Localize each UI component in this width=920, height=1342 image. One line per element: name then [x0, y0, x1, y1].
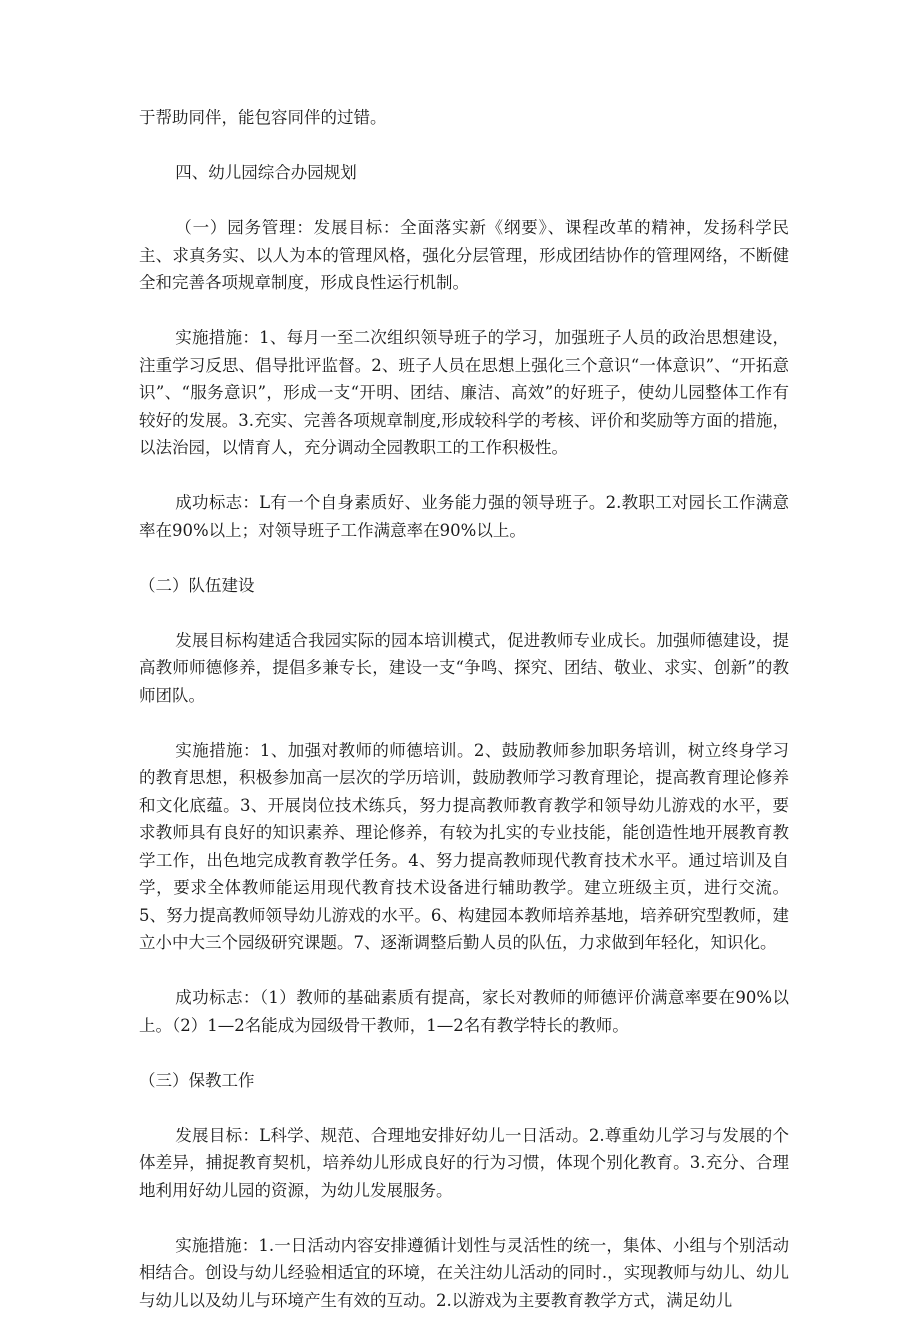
- paragraph-team-measures: 实施措施：1、加强对教师的师德培训。2、鼓励教师参加职务培训，树立终身学习的教育思想，积极参加高一层次的学历培训，鼓励教师学习教育理论，提高教育理论修养和文化底蕴。3、开展岗位技术练兵，努力提高教师教育教学和领导幼儿游戏的水平，要求教师具有良好的知识素养、理论修养，有较为扎实的专业技能，能创造性地开展教育教学工作，出色地完成教育教学任务。4、努力提高教师现代教育技术水平。通过培训及自学，要求全体教师能运用现代教育技术设备进行辅助教学。建立班级主页，进行交流。5、努力提高教师领导幼儿游戏的水平。6、构建园本教师培养基地，培养研究型教师，建立小中大三个园级研究课题。7、逐渐调整后勤人员的队伍，力求做到年轻化，知识化。: [139, 740, 789, 952]
- section-heading-kindergarten-plan: 四、幼儿园综合办园规划: [175, 163, 357, 182]
- subheading-care-education: （三）保教工作: [139, 1070, 255, 1090]
- paragraph-continuation: 于帮助同伴，能包容同伴的过错。: [139, 108, 387, 127]
- paragraph-care-measures: 实施措施：1.一日活动内容安排遵循计划性与灵活性的统一，集体、小组与个别活动相结合。创设与幼儿经验相适宜的环境，在关注幼儿活动的同时.，实现教师与幼儿、幼儿与幼儿以及幼儿与环境产生有效的互动。2.以游戏为主要教育教学方式，满足幼儿: [139, 1235, 789, 1310]
- paragraph-team-success: 成功标志：（1）教师的基础素质有提高，家长对教师的师德评价满意率要在90%以上。（2）1—2名能成为园级骨干教师，1—2名有教学特长的教师。: [139, 988, 789, 1035]
- paragraph-care-goal: 发展目标：L科学、规范、合理地安排好幼儿一日活动。2.尊重幼儿学习与发展的个体差异，捕捉教育契机，培养幼儿形成良好的行为习惯，体现个别化教育。3.充分、合理地利用好幼儿园的资源，为幼儿发展服务。: [139, 1125, 789, 1200]
- subheading-team-building: （二）队伍建设: [139, 575, 255, 595]
- document-body: [139, 104, 789, 1342]
- paragraph-garden-management-goal: （一）园务管理：发展目标：全面落实新《纲要》、课程改革的精神，发扬科学民主、求真务实、以人为本的管理风格，强化分层管理，形成团结协作的管理网络，不断健全和完善各项规章制度，形成良性运行机制。: [139, 218, 789, 292]
- paragraph-team-goal: 发展目标构建适合我园实际的园本培训模式，促进教师专业成长。加强师德建设，提高教师师德修养，提倡多兼专长，建设一支“争鸣、探究、团结、敬业、求实、创新”的教师团队。: [139, 630, 789, 705]
- paragraph-garden-management-success: 成功标志：L有一个自身素质好、业务能力强的领导班子。2.教职工对园长工作满意率在90%以上；对领导班子工作满意率在90%以上。: [139, 493, 789, 540]
- paragraph-garden-management-measures: 实施措施：1、每月一至二次组织领导班子的学习，加强班子人员的政治思想建设，注重学习反思、倡导批评监督。2、班子人员在思想上强化三个意识“一体意识”、“开拓意识”、“服务意识”，形成一支“开明、团结、廉洁、高效”的好班子，使幼儿园整体工作有较好的发展。3.充实、完善各项规章制度,形成较科学的考核、评价和奖励等方面的措施，以法治园，以情育人，充分调动全园教职工的工作积极性。: [139, 328, 789, 457]
